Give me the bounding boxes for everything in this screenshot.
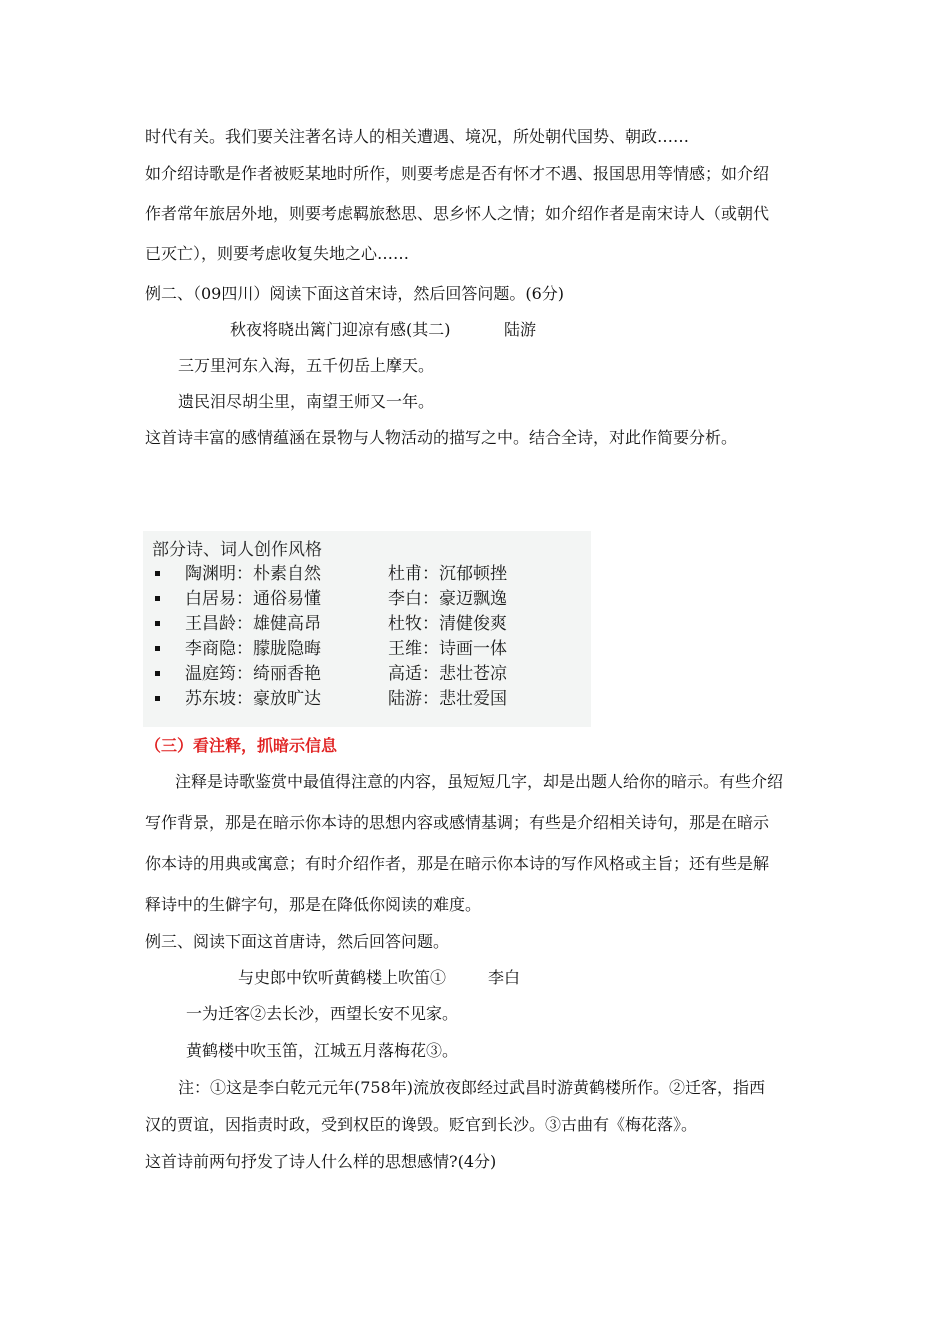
poem-line: 一为迁客②去长沙，西望长安不见家。 [186, 1004, 459, 1023]
poem-line: 遗民泪尽胡尘里，南望王师又一年。 [178, 392, 435, 411]
poet-style-right: 陆游：悲壮爱国 [388, 689, 507, 709]
paragraph-line: 释诗中的生僻字句，那是在降低你阅读的难度。 [145, 895, 482, 914]
example3-heading: 例三、阅读下面这首唐诗，然后回答问题。 [145, 932, 450, 951]
poem-author: 陆游 [504, 320, 537, 339]
poet-style-left: 王昌龄：雄健高昂 [185, 614, 321, 634]
example2-question: 这首诗丰富的感情蕴涵在景物与人物活动的描写之中。结合全诗，对此作简要分析。 [145, 428, 738, 447]
table-row [143, 613, 591, 638]
poet-style-table [143, 531, 591, 727]
bullet-icon [155, 646, 160, 651]
poet-style-left: 苏东坡：豪放旷达 [185, 689, 321, 709]
poet-style-right: 杜甫：沉郁顿挫 [388, 564, 507, 584]
poem-line: 黄鹤楼中吹玉笛，江城五月落梅花③。 [186, 1041, 459, 1060]
paragraph-line: 作者常年旅居外地，则要考虑羁旅愁思、思乡怀人之情；如介绍作者是南宋诗人（或朝代 [145, 204, 770, 223]
paragraph-line: 已灭亡），则要考虑收复失地之心…… [145, 244, 410, 263]
table-row [143, 563, 591, 588]
bullet-icon [155, 571, 160, 576]
poet-style-right: 李白：豪迈飘逸 [388, 589, 507, 609]
poet-style-left: 白居易：通俗易懂 [185, 589, 321, 609]
table-row [143, 688, 591, 713]
poet-style-right: 高适：悲壮苍凉 [388, 664, 507, 684]
paragraph-line: 时代有关。我们要关注著名诗人的相关遭遇、境况，所处朝代国势、朝政…… [145, 127, 690, 146]
paragraph-line: 你本诗的用典或寓意；有时介绍作者，那是在暗示你本诗的写作风格或主旨；还有些是解 [145, 854, 770, 873]
table-row [143, 588, 591, 613]
example2-heading: 例二、（09四川）阅读下面这首宋诗，然后回答问题。(6分) [145, 284, 565, 303]
section3-heading: （三）看注释，抓暗示信息 [145, 736, 338, 755]
bullet-icon [155, 621, 160, 626]
poem-author: 李白 [488, 968, 521, 987]
poem-title: 与史郎中钦听黄鹤楼上吹笛① [238, 968, 447, 987]
poet-style-left: 温庭筠：绮丽香艳 [185, 664, 321, 684]
table-row [143, 638, 591, 663]
poet-style-left: 李商隐：朦胧隐晦 [185, 639, 321, 659]
poet-style-right: 杜牧：清健俊爽 [388, 614, 507, 634]
paragraph-line: 如介绍诗歌是作者被贬某地时所作，则要考虑是否有怀才不遇、报国思用等情感；如介绍 [145, 164, 770, 183]
note-line: 汉的贾谊，因指责时政，受到权臣的谗毁。贬官到长沙。③古曲有《梅花落》。 [145, 1115, 698, 1134]
poem-line: 三万里河东入海，五千仞岳上摩天。 [178, 356, 435, 375]
poet-style-left: 陶渊明：朴素自然 [185, 564, 321, 584]
table-row [143, 663, 591, 688]
table-title: 部分诗、词人创作风格 [152, 540, 322, 560]
bullet-icon [155, 596, 160, 601]
bullet-icon [155, 696, 160, 701]
note-line: 注：①这是李白乾元元年(758年)流放夜郎经过武昌时游黄鹤楼所作。②迁客，指西 [178, 1078, 766, 1097]
poet-style-right: 王维：诗画一体 [388, 639, 507, 659]
bullet-icon [155, 671, 160, 676]
paragraph-line: 写作背景，那是在暗示你本诗的思想内容或感情基调；有些是介绍相关诗句，那是在暗示 [145, 813, 770, 832]
example3-question: 这首诗前两句抒发了诗人什么样的思想感情?(4分) [145, 1152, 497, 1171]
poem-title: 秋夜将晓出篱门迎凉有感(其二) [230, 320, 451, 339]
paragraph-line: 注释是诗歌鉴赏中最值得注意的内容，虽短短几字，却是出题人给你的暗示。有些介绍 [175, 772, 784, 791]
